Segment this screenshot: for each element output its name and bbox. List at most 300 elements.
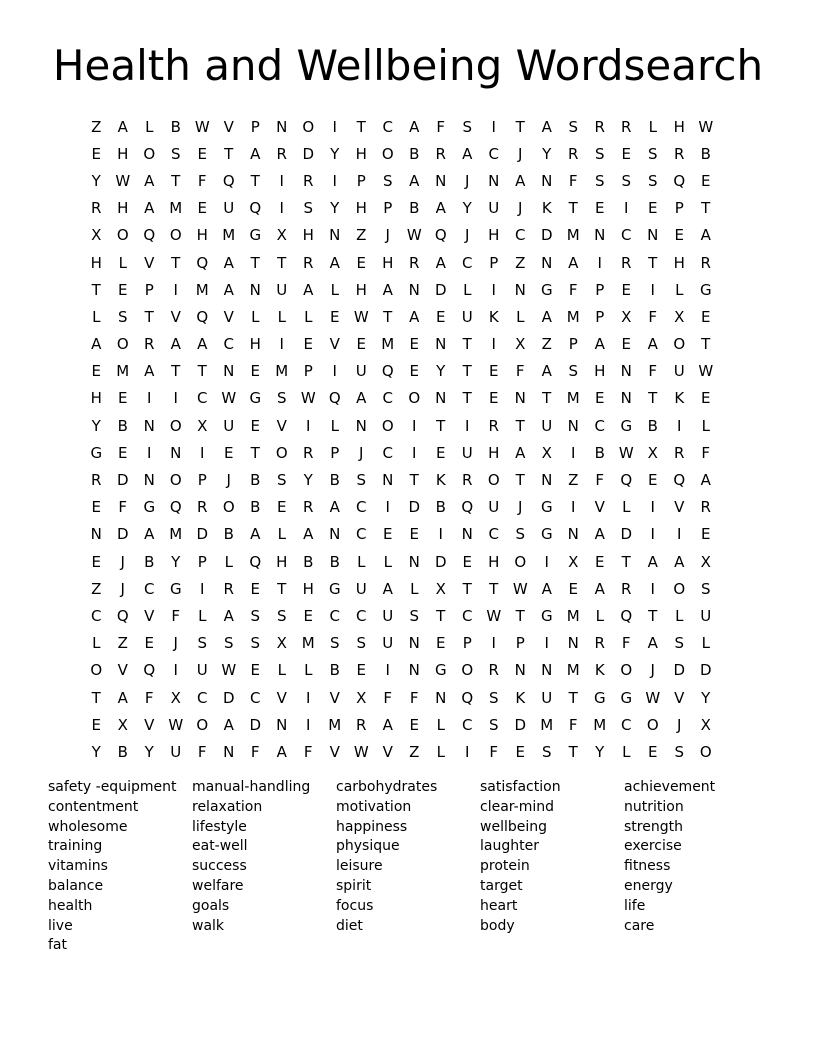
grid-letter: W: [698, 117, 714, 136]
grid-letter: L: [277, 307, 286, 326]
grid-letter: T: [542, 389, 552, 408]
grid-letter: C: [488, 525, 499, 544]
grid-letter: I: [624, 199, 629, 218]
grid-letter: Q: [169, 498, 182, 517]
grid-letter: L: [304, 661, 313, 680]
grid-letter: C: [223, 335, 234, 354]
grid-letter: W: [221, 661, 237, 680]
word-list-item: eat-well: [192, 838, 248, 855]
grid-letter: A: [144, 362, 155, 381]
grid-letter: L: [277, 525, 286, 544]
word-list-item: heart: [480, 897, 518, 914]
grid-letter: B: [329, 552, 340, 571]
grid-letter: U: [673, 362, 685, 381]
grid-letter: E: [595, 552, 605, 571]
grid-letter: S: [462, 117, 473, 136]
grid-letter: O: [169, 471, 182, 490]
grid-letter: T: [171, 362, 181, 381]
word-list-item: clear-mind: [480, 798, 554, 815]
grid-letter: F: [383, 688, 393, 707]
grid-letter: I: [385, 498, 390, 517]
grid-letter: L: [251, 307, 260, 326]
grid-letter: M: [540, 715, 554, 734]
grid-letter: C: [197, 389, 208, 408]
grid-letter: Q: [249, 199, 262, 218]
grid-letter: Q: [196, 253, 209, 272]
grid-letter: D: [302, 144, 315, 163]
grid-letter: Q: [620, 606, 633, 625]
grid-letter: X: [435, 579, 446, 598]
grid-letter: O: [620, 661, 633, 680]
grid-letter: Q: [116, 606, 129, 625]
word-list-column: [48, 778, 192, 956]
grid-letter: N: [435, 171, 447, 190]
grid-letter: X: [91, 226, 102, 245]
grid-row: [83, 738, 719, 765]
grid-letter: T: [515, 606, 525, 625]
grid-letter: E: [303, 335, 313, 354]
grid-letter: I: [306, 688, 311, 707]
word-list-item: leisure: [336, 858, 383, 875]
grid-letter: O: [699, 742, 712, 761]
grid-letter: W: [353, 307, 369, 326]
grid-letter: P: [144, 280, 154, 299]
word-list-column: [192, 778, 336, 956]
grid-letter: E: [356, 661, 366, 680]
grid-letter: E: [621, 144, 631, 163]
grid-letter: K: [488, 307, 499, 326]
grid-letter: S: [382, 171, 393, 190]
grid-letter: I: [332, 117, 337, 136]
grid-letter: G: [540, 525, 553, 544]
grid-letter: T: [197, 362, 207, 381]
grid-letter: E: [595, 389, 605, 408]
grid-letter: A: [144, 525, 155, 544]
grid-letter: M: [169, 199, 183, 218]
grid-letter: W: [486, 606, 502, 625]
grid-letter: L: [198, 606, 207, 625]
grid-letter: Z: [91, 579, 102, 598]
grid-letter: B: [329, 661, 340, 680]
grid-letter: L: [622, 742, 631, 761]
grid-letter: Y: [542, 144, 552, 163]
grid-letter: E: [277, 498, 287, 517]
grid-letter: L: [224, 552, 233, 571]
grid-letter: C: [144, 579, 155, 598]
grid-letter: A: [197, 335, 208, 354]
grid-letter: B: [117, 742, 128, 761]
grid-letter: T: [462, 579, 472, 598]
grid-letter: P: [568, 335, 578, 354]
grid-letter: P: [250, 117, 260, 136]
grid-letter: V: [329, 742, 340, 761]
grid-letter: V: [170, 307, 181, 326]
grid-letter: R: [462, 471, 473, 490]
grid-letter: Q: [673, 171, 686, 190]
grid-letter: J: [677, 715, 682, 734]
grid-letter: G: [620, 688, 633, 707]
grid-letter: T: [144, 307, 154, 326]
grid-letter: V: [674, 498, 685, 517]
grid-letter: D: [116, 525, 129, 544]
grid-letter: B: [250, 498, 261, 517]
grid-letter: G: [434, 661, 447, 680]
word-list-item: achievement: [624, 779, 716, 795]
grid-letter: K: [541, 199, 552, 218]
grid-letter: I: [650, 498, 655, 517]
grid-row: [83, 358, 719, 385]
grid-letter: S: [700, 579, 711, 598]
grid-letter: A: [515, 443, 526, 462]
word-list-item: care: [624, 917, 655, 934]
grid-letter: O: [461, 661, 474, 680]
grid-letter: T: [621, 552, 631, 571]
grid-letter: M: [381, 335, 395, 354]
grid-letter: O: [302, 117, 315, 136]
grid-letter: F: [303, 742, 313, 761]
grid-letter: G: [143, 498, 156, 517]
grid-letter: T: [648, 606, 658, 625]
grid-letter: T: [701, 335, 711, 354]
word-list-item: life: [624, 897, 646, 914]
grid-letter: G: [540, 280, 553, 299]
grid-letter: D: [249, 715, 262, 734]
grid-letter: L: [516, 307, 525, 326]
word-list-column: [336, 778, 480, 956]
grid-letter: C: [621, 715, 632, 734]
grid-letter: I: [385, 661, 390, 680]
grid-letter: C: [462, 253, 473, 272]
grid-letter: F: [568, 280, 578, 299]
grid-letter: N: [170, 443, 182, 462]
grid-letter: N: [620, 389, 632, 408]
grid-letter: X: [117, 715, 128, 734]
grid-letter: P: [595, 280, 605, 299]
grid-letter: N: [408, 552, 420, 571]
grid-letter: D: [620, 525, 633, 544]
grid-letter: D: [408, 498, 421, 517]
grid-letter: J: [518, 199, 523, 218]
grid-letter: K: [515, 688, 526, 707]
grid-letter: R: [91, 471, 102, 490]
grid-letter: W: [512, 579, 528, 598]
grid-letter: P: [595, 307, 605, 326]
grid-letter: X: [356, 688, 367, 707]
grid-letter: Z: [515, 253, 526, 272]
grid-letter: B: [117, 416, 128, 435]
grid-letter: Q: [249, 552, 262, 571]
grid-letter: O: [514, 552, 527, 571]
grid-letter: H: [355, 199, 367, 218]
grid-letter: U: [700, 606, 712, 625]
grid-letter: H: [90, 389, 102, 408]
grid-letter: E: [197, 199, 207, 218]
grid-letter: A: [382, 715, 393, 734]
grid-letter: I: [571, 443, 576, 462]
grid-letter: R: [223, 579, 234, 598]
grid-letter: I: [173, 389, 178, 408]
word-list-item: body: [480, 917, 515, 934]
grid-letter: B: [647, 416, 658, 435]
grid-letter: F: [197, 742, 207, 761]
grid-letter: Y: [701, 688, 711, 707]
grid-letter: I: [544, 552, 549, 571]
grid-letter: A: [647, 634, 658, 653]
grid-letter: N: [567, 634, 579, 653]
grid-letter: N: [514, 661, 526, 680]
grid-letter: F: [568, 715, 578, 734]
grid-letter: G: [620, 416, 633, 435]
grid-letter: A: [303, 525, 314, 544]
grid-letter: H: [594, 362, 606, 381]
grid-letter: N: [461, 525, 473, 544]
grid-letter: T: [701, 199, 711, 218]
grid-letter: V: [144, 253, 155, 272]
grid-letter: A: [223, 715, 234, 734]
grid-letter: S: [594, 144, 605, 163]
grid-letter: T: [91, 688, 101, 707]
grid-letter: L: [675, 606, 684, 625]
word-list-item: nutrition: [624, 798, 684, 815]
grid-letter: L: [701, 634, 710, 653]
grid-letter: M: [169, 525, 183, 544]
grid-letter: A: [170, 335, 181, 354]
grid-letter: G: [169, 579, 182, 598]
grid-letter: H: [355, 280, 367, 299]
grid-letter: I: [173, 280, 178, 299]
grid-letter: V: [276, 688, 287, 707]
grid-letter: A: [674, 552, 685, 571]
grid-letter: T: [356, 117, 366, 136]
grid-letter: B: [250, 471, 261, 490]
grid-letter: I: [279, 199, 284, 218]
grid-letter: C: [462, 606, 473, 625]
grid-row: [83, 331, 719, 358]
grid-letter: O: [116, 335, 129, 354]
grid-letter: T: [648, 389, 658, 408]
grid-letter: P: [674, 199, 684, 218]
grid-letter: X: [515, 335, 526, 354]
grid-letter: N: [541, 171, 553, 190]
grid-letter: S: [329, 634, 340, 653]
grid-letter: O: [673, 335, 686, 354]
grid-letter: J: [465, 226, 470, 245]
word-list-item: vitamins: [48, 858, 108, 875]
grid-letter: K: [435, 471, 446, 490]
grid-letter: N: [541, 471, 553, 490]
grid-letter: I: [650, 525, 655, 544]
grid-letter: N: [647, 226, 659, 245]
grid-letter: E: [91, 552, 101, 571]
grid-letter: U: [382, 634, 394, 653]
grid-letter: F: [489, 742, 499, 761]
grid-letter: V: [329, 688, 340, 707]
grid-letter: U: [461, 307, 473, 326]
grid-letter: A: [329, 253, 340, 272]
grid-letter: M: [195, 280, 209, 299]
grid-letter: X: [568, 552, 579, 571]
word-list-item: welfare: [192, 877, 244, 894]
grid-letter: E: [91, 144, 101, 163]
grid-letter: Q: [196, 307, 209, 326]
grid-letter: F: [436, 117, 446, 136]
grid-letter: L: [436, 715, 445, 734]
grid-row: [83, 439, 719, 466]
grid-letter: E: [250, 416, 260, 435]
grid-letter: V: [144, 606, 155, 625]
grid-letter: R: [700, 498, 711, 517]
grid-letter: J: [465, 171, 470, 190]
word-list-item: walk: [192, 917, 225, 934]
grid-letter: T: [648, 253, 658, 272]
grid-letter: X: [276, 226, 287, 245]
grid-row: [83, 521, 719, 548]
grid-letter: I: [332, 362, 337, 381]
grid-row: [83, 711, 719, 738]
grid-letter: I: [650, 280, 655, 299]
grid-letter: E: [356, 253, 366, 272]
grid-letter: H: [302, 579, 314, 598]
grid-letter: A: [541, 117, 552, 136]
word-list-item: goals: [192, 897, 230, 914]
grid-letter: N: [594, 226, 606, 245]
grid-letter: I: [597, 253, 602, 272]
grid-letter: N: [567, 525, 579, 544]
grid-letter: N: [143, 471, 155, 490]
grid-row: [83, 140, 719, 167]
grid-letter: S: [356, 471, 367, 490]
grid-letter: E: [303, 606, 313, 625]
grid-letter: E: [91, 498, 101, 517]
grid-letter: H: [117, 199, 129, 218]
grid-letter: T: [224, 144, 234, 163]
grid-letter: W: [618, 443, 634, 462]
grid-letter: L: [92, 634, 101, 653]
grid-letter: Z: [91, 117, 102, 136]
grid-letter: I: [147, 389, 152, 408]
grid-letter: S: [621, 171, 632, 190]
grid-letter: R: [700, 253, 711, 272]
grid-letter: Y: [462, 199, 472, 218]
grid-letter: X: [170, 688, 181, 707]
grid-letter: O: [381, 416, 394, 435]
grid-letter: E: [648, 199, 658, 218]
grid-letter: D: [699, 661, 712, 680]
grid-row: [83, 575, 719, 602]
grid-letter: M: [116, 362, 130, 381]
grid-letter: J: [120, 579, 125, 598]
grid-row: [83, 303, 719, 330]
grid-row: [83, 113, 719, 140]
grid-row: [83, 494, 719, 521]
grid-letter: R: [144, 335, 155, 354]
grid-letter: Y: [595, 742, 605, 761]
grid-letter: U: [223, 416, 235, 435]
grid-row: [83, 276, 719, 303]
grid-letter: N: [541, 661, 553, 680]
grid-letter: Z: [356, 226, 367, 245]
grid-letter: W: [168, 715, 184, 734]
grid-letter: E: [568, 579, 578, 598]
grid-letter: A: [594, 579, 605, 598]
grid-letter: F: [250, 742, 260, 761]
grid-letter: F: [621, 634, 631, 653]
grid-letter: Q: [434, 226, 447, 245]
grid-letter: A: [515, 171, 526, 190]
grid-letter: I: [279, 171, 284, 190]
grid-letter: P: [197, 471, 207, 490]
grid-letter: E: [250, 579, 260, 598]
grid-letter: C: [91, 606, 102, 625]
grid-letter: L: [357, 552, 366, 571]
grid-letter: E: [701, 307, 711, 326]
grid-letter: P: [330, 443, 340, 462]
grid-letter: N: [435, 335, 447, 354]
grid-letter: V: [329, 335, 340, 354]
grid-letter: W: [221, 389, 237, 408]
word-list-item: exercise: [624, 838, 682, 855]
grid-row: [83, 548, 719, 575]
grid-letter: E: [648, 471, 658, 490]
grid-letter: S: [197, 634, 208, 653]
grid-letter: D: [434, 552, 447, 571]
grid-letter: B: [144, 552, 155, 571]
grid-letter: W: [698, 362, 714, 381]
grid-letter: B: [594, 443, 605, 462]
grid-letter: E: [701, 171, 711, 190]
grid-letter: I: [332, 171, 337, 190]
grid-letter: S: [250, 606, 261, 625]
grid-letter: E: [701, 525, 711, 544]
grid-letter: S: [541, 742, 552, 761]
grid-letter: F: [595, 471, 605, 490]
grid-letter: X: [700, 715, 711, 734]
word-list-item: happiness: [336, 818, 408, 835]
grid-letter: S: [647, 144, 658, 163]
grid-letter: J: [173, 634, 178, 653]
grid-letter: N: [249, 280, 261, 299]
grid-letter: I: [306, 715, 311, 734]
grid-letter: G: [249, 389, 262, 408]
grid-letter: H: [488, 443, 500, 462]
grid-letter: A: [223, 606, 234, 625]
grid-letter: R: [594, 634, 605, 653]
grid-letter: F: [171, 606, 181, 625]
grid-letter: A: [435, 253, 446, 272]
grid-letter: Y: [91, 171, 101, 190]
grid-letter: Y: [436, 362, 446, 381]
word-list-item: spirit: [336, 877, 372, 894]
grid-letter: O: [673, 579, 686, 598]
grid-letter: H: [276, 552, 288, 571]
grid-letter: S: [276, 471, 287, 490]
grid-letter: S: [594, 171, 605, 190]
grid-letter: G: [699, 280, 712, 299]
grid-letter: Q: [328, 389, 341, 408]
grid-letter: H: [196, 226, 208, 245]
grid-letter: E: [621, 280, 631, 299]
grid-letter: J: [359, 443, 364, 462]
grid-letter: P: [462, 634, 472, 653]
grid-letter: L: [304, 307, 313, 326]
grid-letter: C: [329, 606, 340, 625]
grid-letter: R: [435, 144, 446, 163]
grid-letter: Z: [568, 471, 579, 490]
grid-letter: I: [200, 443, 205, 462]
grid-letter: J: [518, 144, 523, 163]
grid-letter: F: [118, 498, 128, 517]
grid-letter: C: [356, 498, 367, 517]
